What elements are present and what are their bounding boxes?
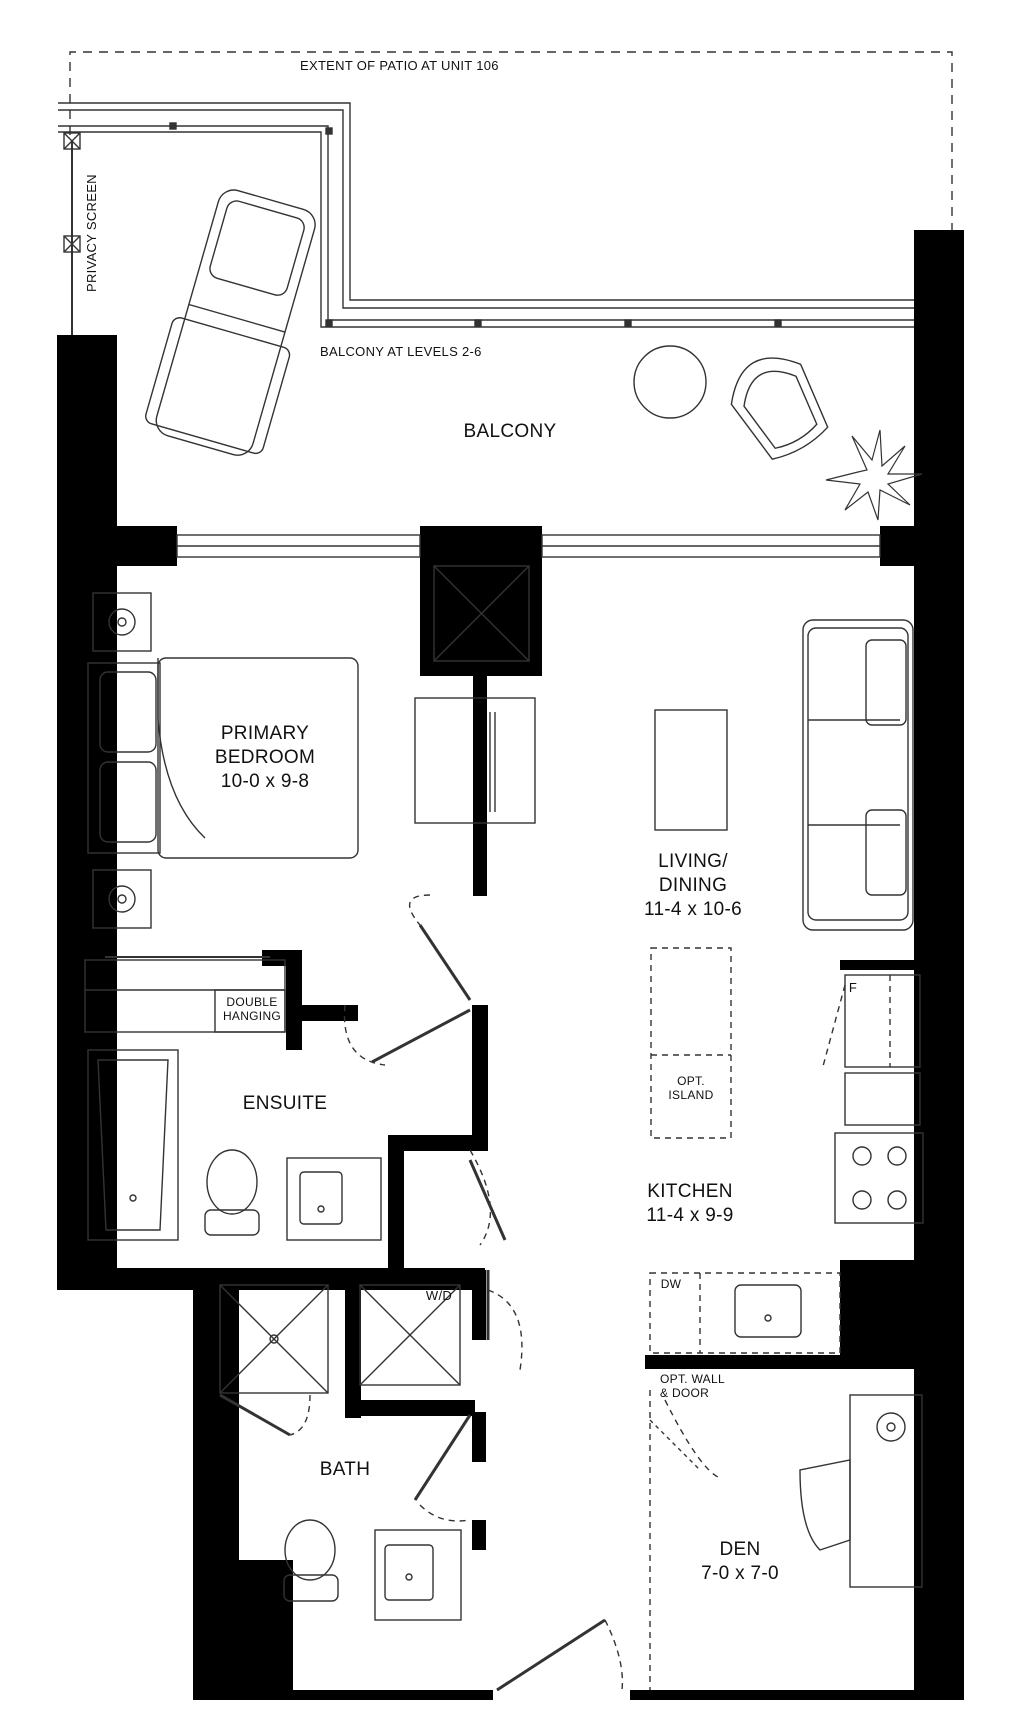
optional-island (651, 948, 731, 1138)
closet-label (216, 996, 288, 1024)
patio-extent-label: EXTENT OF PATIO AT UNIT 106 (300, 58, 499, 73)
room-dims: 7-0 x 7-0 (701, 1562, 779, 1584)
room-dims: 11-4 x 9-9 (646, 1204, 734, 1226)
side-table (634, 346, 706, 418)
sofa (803, 620, 913, 930)
room-dims: 11-4 x 10-6 (643, 898, 742, 920)
privacy-screen-label: PRIVACY SCREEN (84, 174, 99, 292)
room-name: PRIMARY (220, 723, 310, 744)
room-name-line2: BEDROOM (214, 746, 316, 768)
room-name: DEN (719, 1539, 761, 1560)
primary-bedroom-label (190, 722, 340, 793)
island-line1: OPT. (677, 1074, 705, 1088)
opt-wall-label (660, 1373, 742, 1401)
lounge-chair (152, 186, 318, 459)
bath-label: BATH (319, 1459, 371, 1480)
desk (850, 1395, 922, 1587)
plant (826, 430, 922, 520)
opt-island-label (655, 1075, 727, 1103)
room-name: LIVING/ (658, 851, 728, 872)
kitchen-label (620, 1180, 760, 1228)
patio-extent-line (70, 52, 952, 232)
den-label (675, 1538, 805, 1586)
washer-dryer-label: W/D (425, 1288, 453, 1303)
fridge-label: F (848, 980, 858, 995)
toilet (207, 1150, 257, 1214)
balcony-label: BALCONY (463, 421, 557, 442)
closet-line1: DOUBLE (226, 995, 278, 1009)
lounge-chair-round (719, 343, 837, 468)
walls (57, 230, 964, 1700)
closet-line2: HANGING (222, 1008, 282, 1023)
opt-wall-line1: OPT. WALL (660, 1372, 725, 1386)
room-name: KITCHEN (647, 1181, 733, 1202)
sink (287, 1158, 381, 1240)
kitchen-sink (735, 1285, 801, 1337)
opt-wall-line2: & DOOR (660, 1385, 710, 1400)
living-dining-label (618, 850, 768, 921)
ensuite-label: ENSUITE (242, 1093, 328, 1114)
balcony-levels-label: BALCONY AT LEVELS 2-6 (320, 344, 482, 359)
room-dims: 10-0 x 9-8 (220, 770, 310, 792)
island-line2: ISLAND (668, 1087, 714, 1102)
dishwasher-label: DW (660, 1277, 682, 1291)
range (835, 1133, 923, 1223)
coffee-table (655, 710, 727, 830)
room-name-line2: DINING (658, 874, 728, 896)
